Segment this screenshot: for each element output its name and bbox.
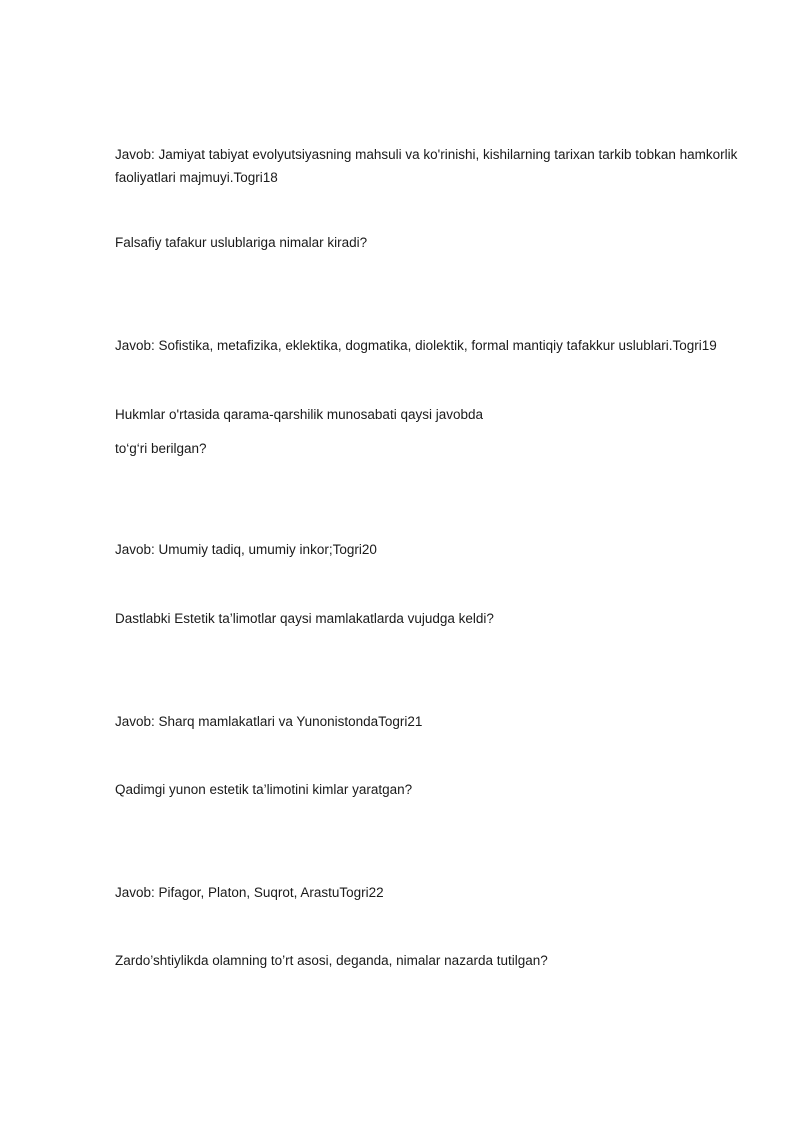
answer-paragraph-18 (115, 143, 755, 189)
question-paragraph-20-part1 (115, 403, 755, 426)
text-line: Zardo’shtiylikda olamning to’rt asosi, deganda, nimalar nazarda tutilgan? (115, 953, 548, 968)
answer-paragraph-22 (115, 881, 755, 904)
text-line: Falsafiy tafakur uslublariga nimalar kiradi? (115, 235, 368, 250)
question-paragraph-20-part2 (115, 437, 755, 460)
question-paragraph-21 (115, 607, 755, 630)
text-line: Javob: Jamiyat tabiyat evolyutsiyasning mahsuli va ko'rinishi, kishilarning tarixan tarkib tobkan hamkorlik (115, 147, 738, 162)
answer-paragraph-19 (115, 334, 755, 357)
question-paragraph-19 (115, 231, 755, 254)
text-line: Javob: Sharq mamlakatlari va YunonistondaTogri21 (115, 714, 423, 729)
text-line: faoliyatlari majmuyi.Togri18 (115, 170, 278, 185)
text-line: Javob: Pifagor, Platon, Suqrot, ArastuTogri22 (115, 885, 384, 900)
text-line: to‘g‘ri berilgan? (115, 441, 207, 456)
text-line: Hukmlar o'rtasida qarama-qarshilik munosabati qaysi javobda (115, 407, 484, 422)
text-line: Javob: Umumiy tadiq, umumiy inkor;Togri20 (115, 542, 377, 557)
question-paragraph-23 (115, 949, 755, 972)
answer-paragraph-21 (115, 710, 755, 733)
answer-paragraph-20 (115, 538, 755, 561)
text-line: Qadimgi yunon estetik ta’limotini kimlar yaratgan? (115, 782, 413, 797)
text-line: Javob: Sofistika, metafizika, eklektika, dogmatika, diolektik, formal mantiqiy tafakkur uslublari.Togri19 (115, 338, 717, 353)
question-paragraph-22 (115, 778, 755, 801)
text-line: Dastlabki Estetik ta’limotlar qaysi mamlakatlarda vujudga keldi? (115, 611, 494, 626)
